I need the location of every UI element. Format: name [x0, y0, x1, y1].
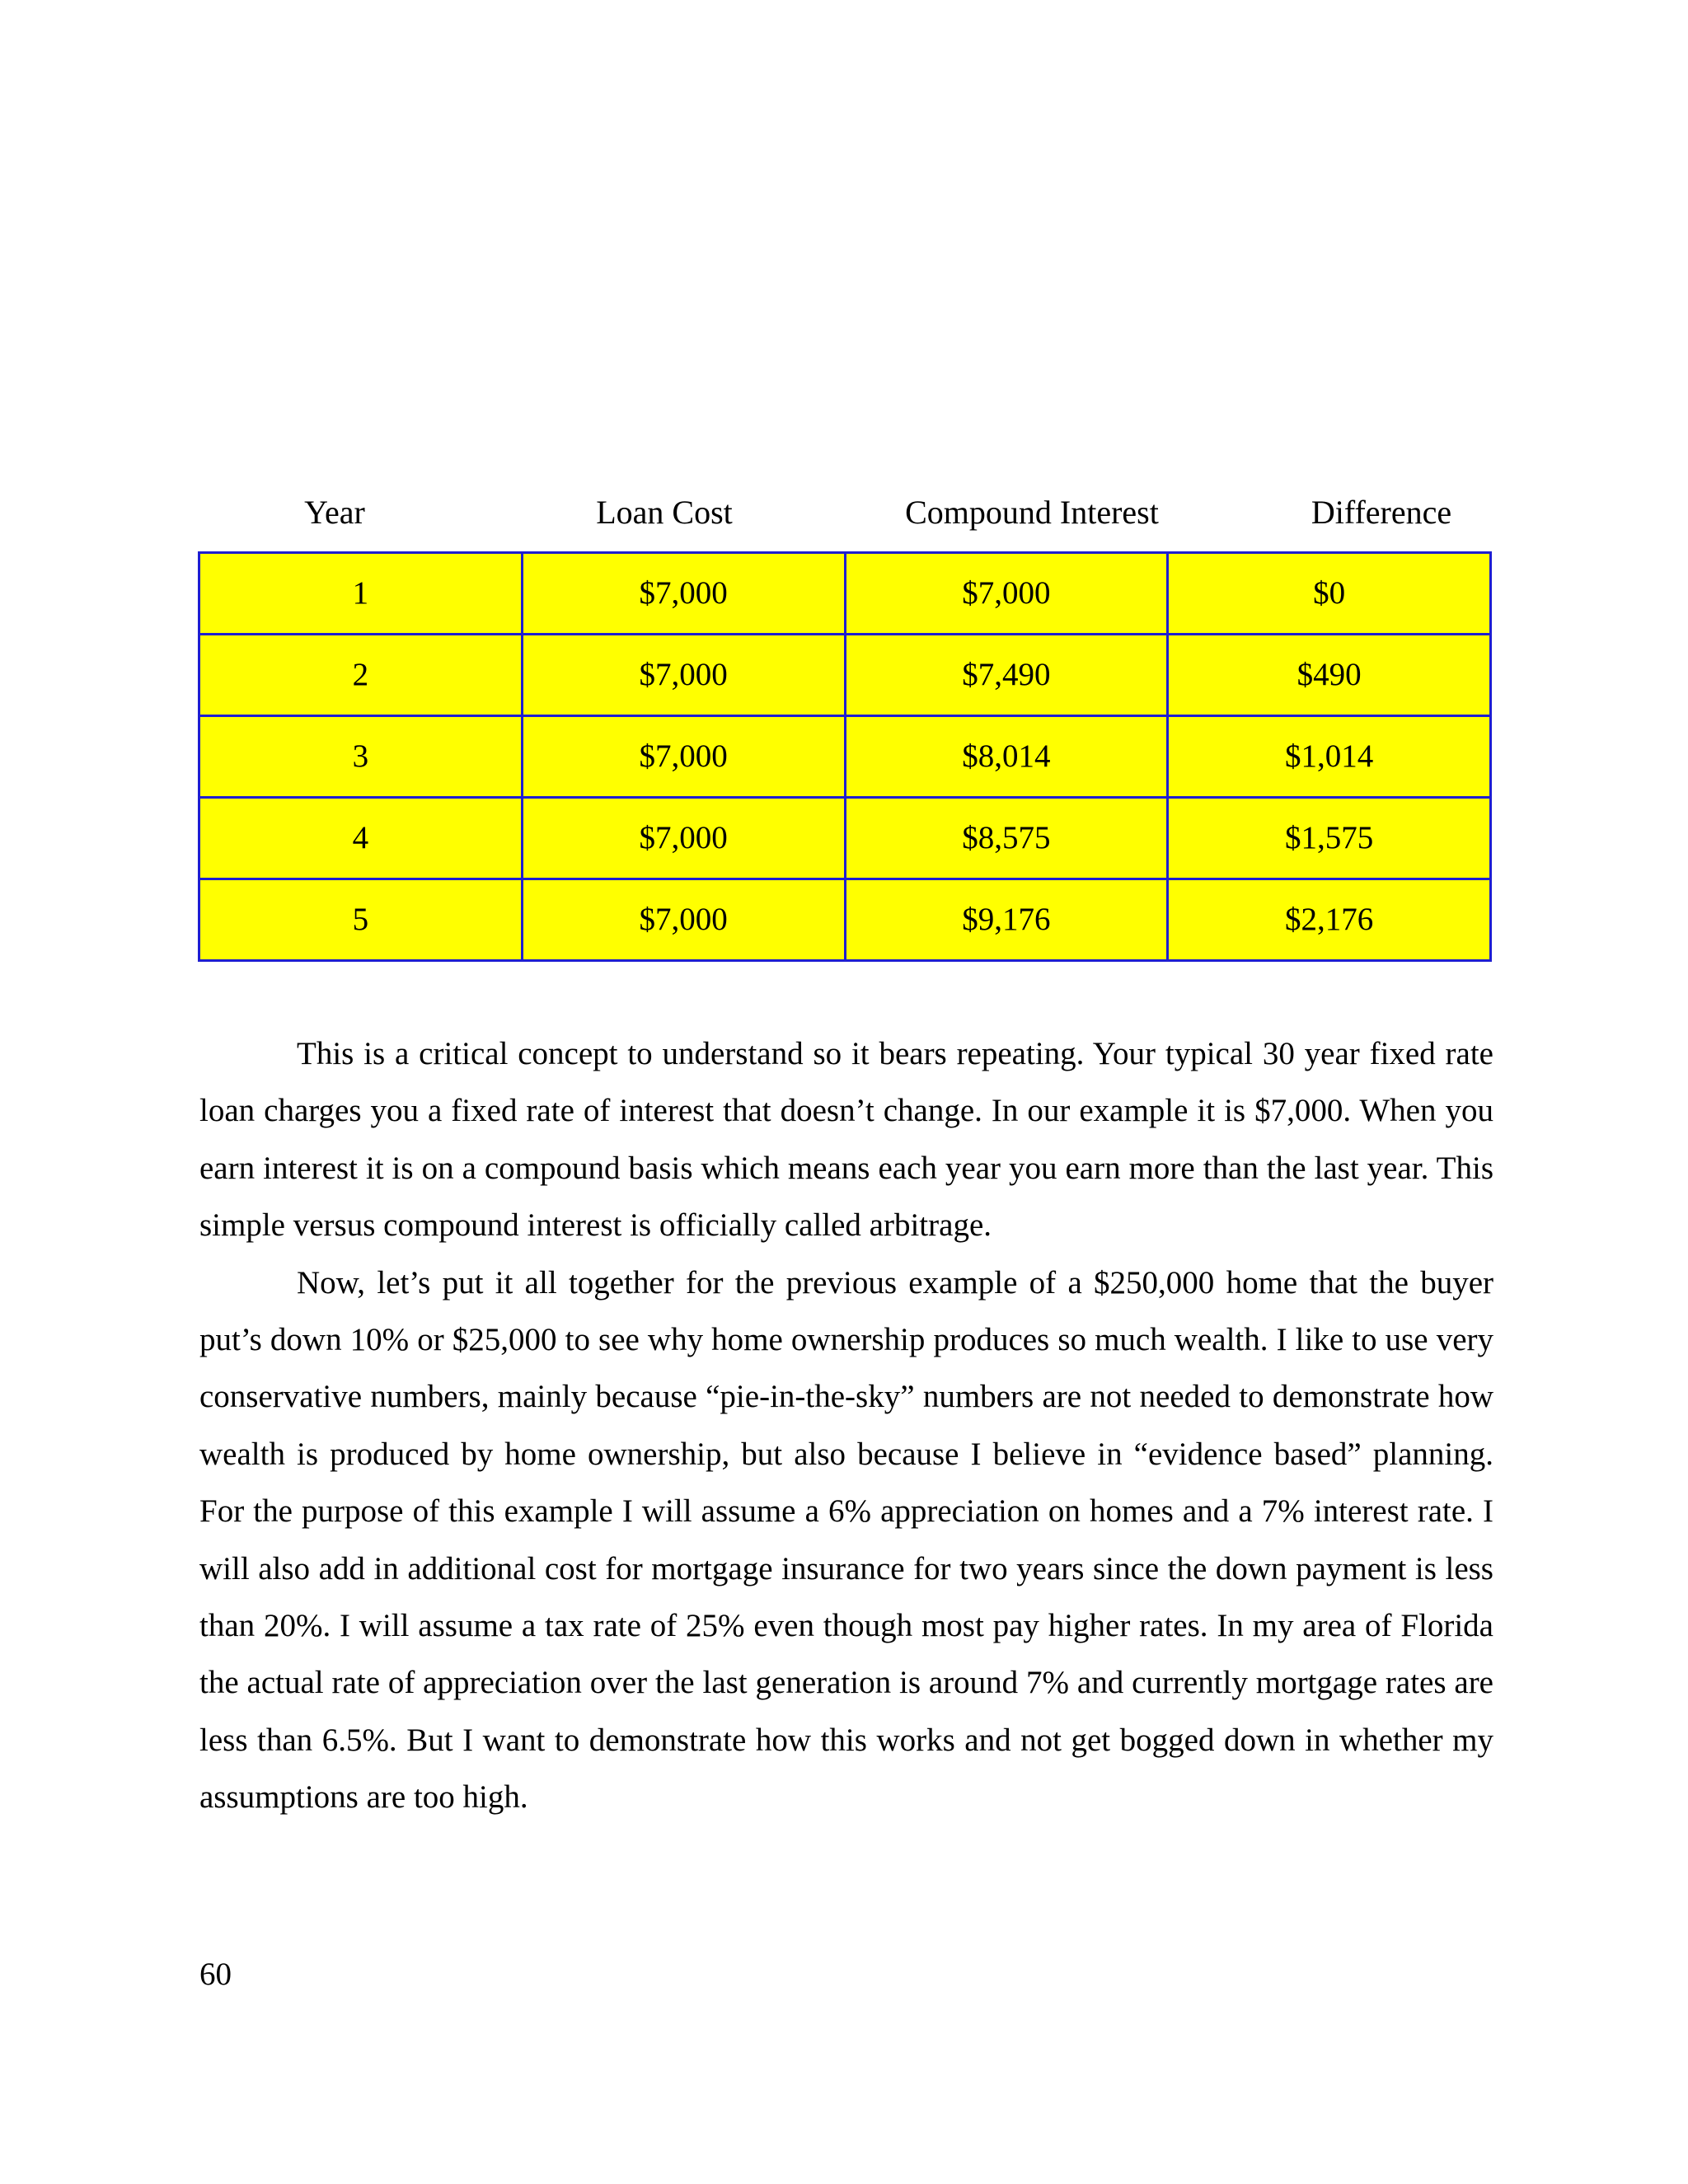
- year-cell: 2: [199, 635, 523, 716]
- body-text: [199, 1025, 1493, 1826]
- year-cell: 3: [199, 716, 523, 798]
- table-row: [199, 635, 1491, 716]
- column-header-year: Year: [304, 494, 365, 531]
- loan-cost-cell: $7,000: [522, 879, 845, 961]
- loan-cost-cell: $7,000: [522, 798, 845, 879]
- column-header-compound-interest: Compound Interest: [905, 494, 1159, 531]
- year-cell: 4: [199, 798, 523, 879]
- difference-cell: $490: [1168, 635, 1491, 716]
- table-row: [199, 716, 1491, 798]
- loan-cost-cell: $7,000: [522, 716, 845, 798]
- column-header-difference: Difference: [1311, 494, 1452, 531]
- year-cell: 5: [199, 879, 523, 961]
- year-cell: 1: [199, 553, 523, 635]
- loan-vs-compound-table: [198, 551, 1492, 962]
- compound-interest-cell: $8,014: [845, 716, 1168, 798]
- paragraph-home-example: Now, let’s put it all together for the previous example of a $250,000 home that the buyer put’s down 10% or $25,000 to see why home ownership produces so much wealth. I like to use very conservative numbers, mainly because “pie-in-the-sky” numbers are not needed to demonstrate how wealth is produced by home ownership, but also because I believe in “evidence based” planning. For the purpose of this example I will assume a 6% appreciation on homes and a 7% interest rate. I will also add in additional cost for mortgage insurance for two years since the down payment is less than 20%. I will assume a tax rate of 25% even though most pay higher rates. In my area of Florida the actual rate of appreciation over the last generation is around 7% and currently mortgage rates are less than 6.5%. But I want to demonstrate how this works and not get bogged down in whether my assumptions are too high.: [199, 1264, 1493, 1816]
- table-row: [199, 879, 1491, 961]
- page-number: 60: [199, 1957, 232, 1992]
- table-row: [199, 553, 1491, 635]
- difference-cell: $1,575: [1168, 798, 1491, 879]
- loan-cost-cell: $7,000: [522, 553, 845, 635]
- compound-interest-cell: $9,176: [845, 879, 1168, 961]
- difference-cell: $2,176: [1168, 879, 1491, 961]
- compound-interest-cell: $7,000: [845, 553, 1168, 635]
- loan-cost-cell: $7,000: [522, 635, 845, 716]
- table-row: [199, 798, 1491, 879]
- compound-interest-cell: $7,490: [845, 635, 1168, 716]
- difference-cell: $0: [1168, 553, 1491, 635]
- paragraph-arbitrage: This is a critical concept to understand so it bears repeating. Your typical 30 year fixed rate loan charges you a fixed rate of interest that doesn’t change. In our example it is $7,000. When you earn interest it is on a compound basis which means each year you earn more than the last year. This simple versus compound interest is officially called arbitrage.: [199, 1036, 1493, 1244]
- compound-interest-cell: $8,575: [845, 798, 1168, 879]
- column-header-loan-cost: Loan Cost: [596, 494, 733, 531]
- difference-cell: $1,014: [1168, 716, 1491, 798]
- table-column-headers: [198, 488, 1490, 537]
